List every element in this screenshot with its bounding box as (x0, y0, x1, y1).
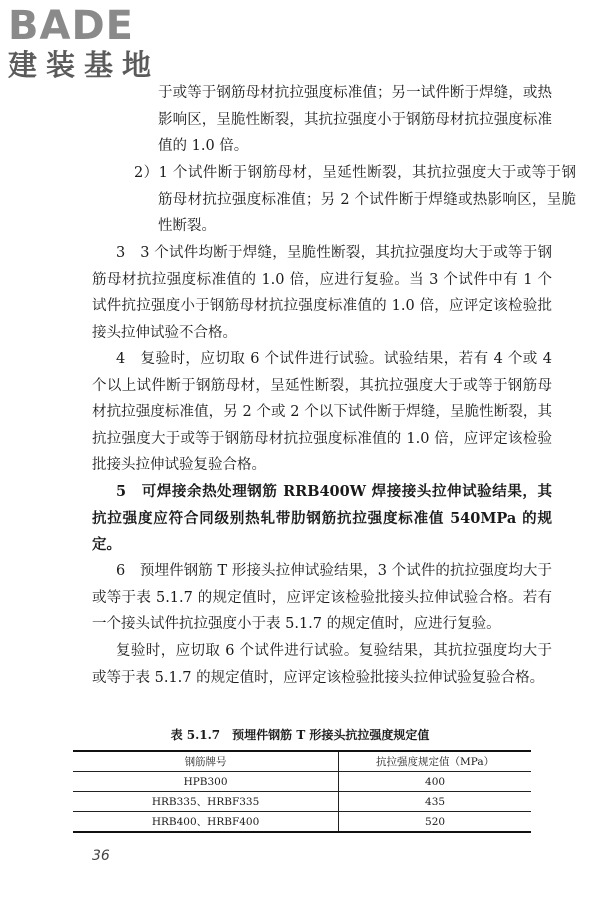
column-header-strength: 抗拉强度规定值（MPa） (339, 751, 531, 772)
paragraph-recheck: 复验时，应切取 6 个试件进行试验。复验结果，其抗拉强度均大于或等于表 5.1.7 的规定值时，应评定该检验批接头拉伸试验复验合格。 (92, 643, 552, 686)
table-row (73, 812, 531, 833)
paragraph-clause-6: 6 预埋件钢筋 T 形接头拉伸试验结果，3 个试件的抗拉强度均大于或等于表 5.1.7 的规定值时，应评定该检验批接头拉伸试验合格。若有一个接头试件抗拉强度小于表 5.1.7 的规定值时，应进行复验。 (92, 563, 552, 632)
paragraph-clause-4: 4 复验时，应切取 6 个试件进行试验。试验结果，若有 4 个或 4 个以上试件断于钢筋母材，呈延性断裂，其抗拉强度大于或等于钢筋母材抗拉强度标准值，另 2 个或 2 个以下试件断于焊缝，呈脆性断裂，其抗拉强度大于或等于钢筋母材抗拉强度标准值的 1.0 倍，应评定该检验批接头拉伸试验复验合格。 (92, 351, 552, 473)
table-row (73, 772, 531, 792)
cell-grade: HPB300 (73, 772, 339, 792)
paragraph-continued: 于或等于钢筋母材抗拉强度标准值；另一试件断于焊缝，或热影响区，呈脆性断裂，其抗拉强度小于钢筋母材抗拉强度标准值的 1.0 倍。 (158, 85, 552, 154)
paragraph-item-2: 2）1 个试件断于钢筋母材，呈延性断裂，其抗拉强度大于或等于钢筋母材抗拉强度标准值；另 2 个试件断于焊缝或热影响区，呈脆性断裂。 (134, 165, 576, 234)
table-caption: 表 5.1.7 预埋件钢筋 T 形接头抗拉强度规定值 (170, 728, 430, 742)
strength-table (73, 750, 531, 833)
cell-strength: 520 (339, 812, 531, 833)
table-header-row (73, 751, 531, 772)
paragraph-clause-3: 3 3 个试件均断于焊缝，呈脆性断裂，其抗拉强度均大于或等于钢筋母材抗拉强度标准值的 1.0 倍，应进行复验。当 3 个试件中有 1 个试件抗拉强度小于钢筋母材抗拉强度标准值的 1.0 倍，应评定该检验批接头拉伸试验不合格。 (92, 245, 552, 341)
cell-grade: HRB400、HRBF400 (73, 812, 339, 833)
paragraph-clause-5: 5 可焊接余热处理钢筋 RRB400W 焊接接头拉伸试验结果，其抗拉强度应符合同级别热轧带肋钢筋抗拉强度标准值 540MPa 的规定。 (92, 483, 552, 553)
logo-wordmark: BADE (8, 3, 134, 49)
page-number: 36 (92, 848, 110, 864)
cell-strength: 435 (339, 792, 531, 812)
column-header-grade: 钢筋牌号 (73, 751, 339, 772)
cell-strength: 400 (339, 772, 531, 792)
logo (8, 4, 188, 88)
logo-subtitle: 建装基地 (8, 48, 161, 82)
table-row (73, 792, 531, 812)
cell-grade: HRB335、HRBF335 (73, 792, 339, 812)
